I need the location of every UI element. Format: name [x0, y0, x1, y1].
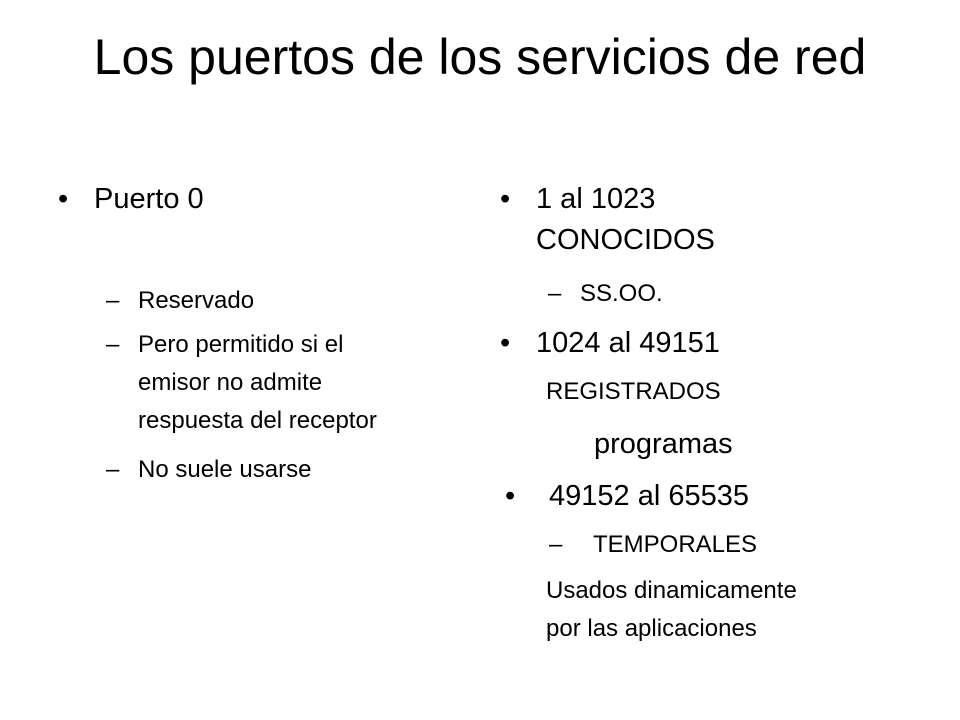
port-range-note-continuation: por las aplicaciones: [546, 615, 757, 642]
left-subitem: Reservado: [138, 287, 255, 314]
port-range-heading: 1024 al 49151: [536, 327, 720, 359]
port-range-category: TEMPORALES: [593, 531, 758, 558]
dash-icon: –: [549, 531, 563, 558]
bullet-icon: •: [500, 183, 511, 215]
left-subitem-continuation: emisor no admite: [138, 369, 323, 396]
dash-icon: –: [106, 331, 120, 358]
port-range-category: REGISTRADOS: [546, 378, 721, 405]
port-range-sub: SS.OO.: [580, 280, 663, 307]
bullet-icon: •: [505, 480, 516, 512]
bullet-icon: •: [500, 327, 511, 359]
left-subitem: Pero permitido si el: [138, 331, 344, 358]
dash-icon: –: [106, 287, 120, 314]
left-heading: Puerto 0: [94, 183, 204, 215]
dash-icon: –: [106, 456, 120, 483]
port-range-category: CONOCIDOS: [536, 224, 715, 256]
left-subitem-continuation: respuesta del receptor: [138, 407, 377, 434]
slide-title: Los puertos de los servicios de red: [93, 29, 867, 85]
dash-icon: –: [548, 280, 562, 307]
left-subitem: No suele usarse: [138, 456, 312, 483]
port-range-heading: 49152 al 65535: [549, 480, 749, 512]
port-range-note: Usados dinamicamente: [546, 577, 797, 604]
bullet-icon: •: [58, 183, 69, 215]
port-range-heading: 1 al 1023: [536, 183, 656, 215]
port-range-sub: programas: [594, 428, 733, 460]
